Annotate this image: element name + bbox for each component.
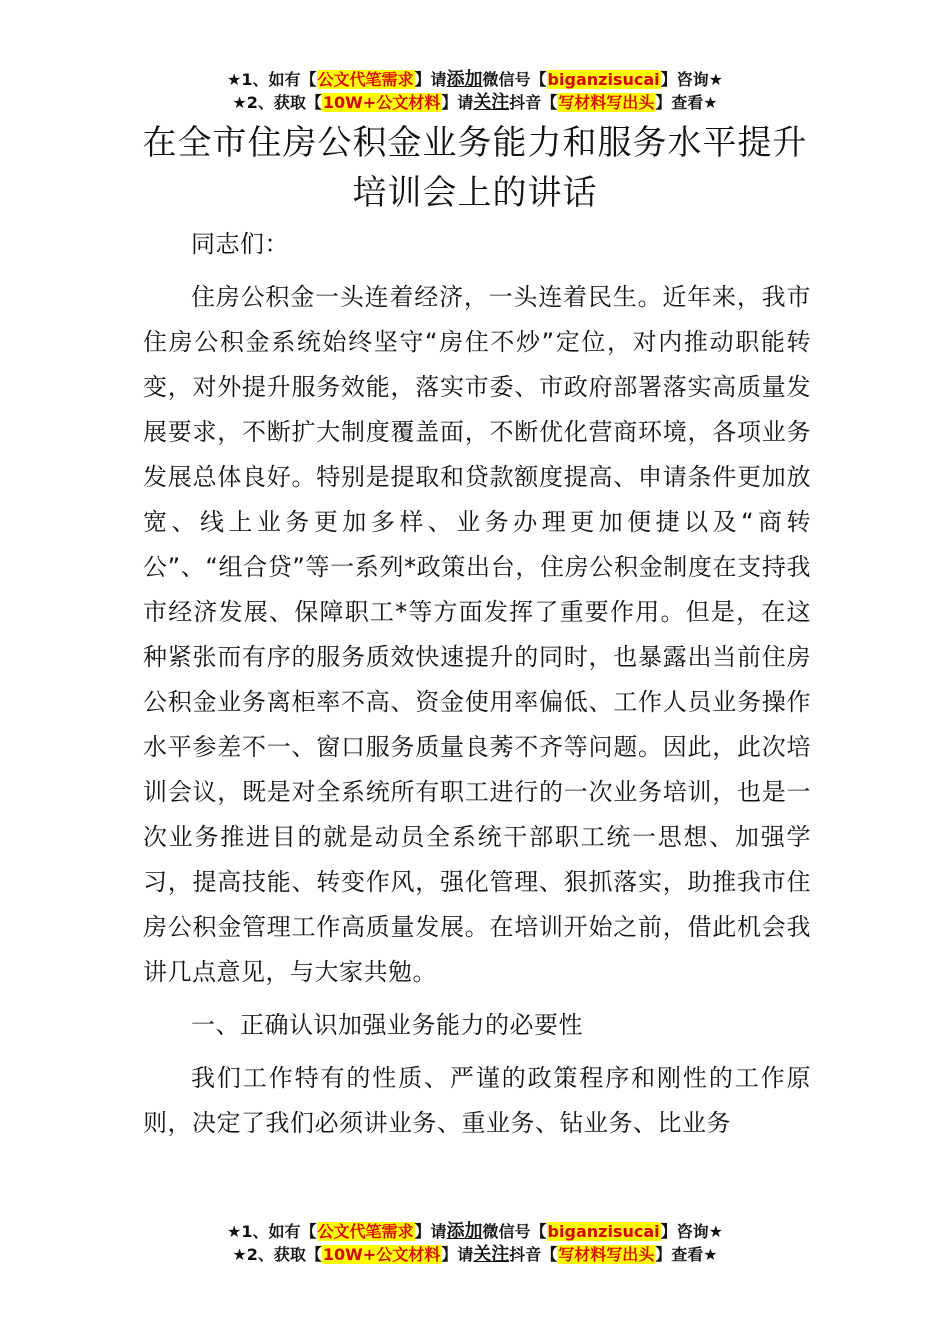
banner-highlight: 写材料写出头 <box>558 1245 655 1264</box>
banner-highlight: biganzisucai <box>547 1222 660 1241</box>
banner-highlight: 公文代笔需求 <box>317 70 414 89</box>
title-line-1: 在全市住房公积金业务能力和服务水平提升 <box>142 123 808 163</box>
banner-text: ★1、如有【 <box>227 1222 317 1241</box>
header-banner <box>0 68 950 114</box>
banner-line-2 <box>0 91 950 114</box>
banner-highlight: 写材料写出头 <box>558 93 655 112</box>
banner-text: 微信号【 <box>482 1222 547 1241</box>
banner-text: 】请 <box>441 93 474 112</box>
document-body <box>143 222 811 1146</box>
banner-line-1 <box>0 1220 950 1243</box>
banner-text: 】查看★ <box>655 1245 718 1264</box>
banner-highlight: 10W+公文材料 <box>322 1245 441 1264</box>
banner-text: 微信号【 <box>482 70 547 89</box>
banner-text: ★2、获取【 <box>232 1245 322 1264</box>
greeting: 同志们： <box>191 230 289 258</box>
banner-text: 】请 <box>414 70 447 89</box>
document-title <box>0 118 950 218</box>
banner-emphasis: 关注 <box>473 1244 510 1265</box>
banner-text: 抖音【 <box>509 1245 558 1264</box>
banner-text: ★2、获取【 <box>232 93 322 112</box>
banner-text: 】查看★ <box>655 93 718 112</box>
banner-highlight: biganzisucai <box>547 70 660 89</box>
banner-text: 抖音【 <box>509 93 558 112</box>
footer-banner <box>0 1220 950 1266</box>
banner-text: ★1、如有【 <box>227 70 317 89</box>
banner-emphasis: 关注 <box>473 92 510 113</box>
title-line-2: 培训会上的讲话 <box>352 173 598 213</box>
paragraph: 我们工作特有的性质、严谨的政策程序和刚性的工作原则，决定了我们必须讲业务、重业务、钻业务、比业务 <box>143 1064 811 1137</box>
paragraph: 住房公积金一头连着经济，一头连着民生。近年来，我市住房公积金系统始终坚守“房住不炒”定位，对内推动职能转变，对外提升服务效能，落实市委、市政府部署落实高质量发展要求，不断扩大制度覆盖面，不断优化营商环境，各项业务发展总体良好。特别是提取和贷款额度提高、申请条件更加放宽、线上业务更加多样、业务办理更加便捷以及“商转公”、“组合贷”等一系列*政策出台，住房公积金制度在支持我市经济发展、保障职工*等方面发挥了重要作用。但是，在这种紧张而有序的服务质效快速提升的同时，也暴露出当前住房公积金业务离柜率不高、资金使用率偏低、工作人员业务操作水平参差不一、窗口服务质量良莠不齐等问题。因此，此次培训会议，既是对全系统所有职工进行的一次业务培训，也是一次业务推进目的就是动员全系统干部职工统一思想、加强学习，提高技能、转变作风，强化管理、狠抓落实，助推我市住房公积金管理工作高质量发展。在培训开始之前，借此机会我讲几点意见，与大家共勉。 <box>143 283 811 986</box>
banner-emphasis: 添加 <box>446 1221 483 1242</box>
banner-emphasis: 添加 <box>446 69 483 90</box>
banner-text: 】咨询★ <box>660 1222 723 1241</box>
banner-highlight: 公文代笔需求 <box>317 1222 414 1241</box>
banner-line-2 <box>0 1243 950 1266</box>
banner-line-1 <box>0 68 950 91</box>
banner-highlight: 10W+公文材料 <box>322 93 441 112</box>
banner-text: 】请 <box>414 1222 447 1241</box>
banner-text: 】咨询★ <box>660 70 723 89</box>
banner-text: 】请 <box>441 1245 474 1264</box>
section-heading: 一、正确认识加强业务能力的必要性 <box>191 1011 583 1039</box>
